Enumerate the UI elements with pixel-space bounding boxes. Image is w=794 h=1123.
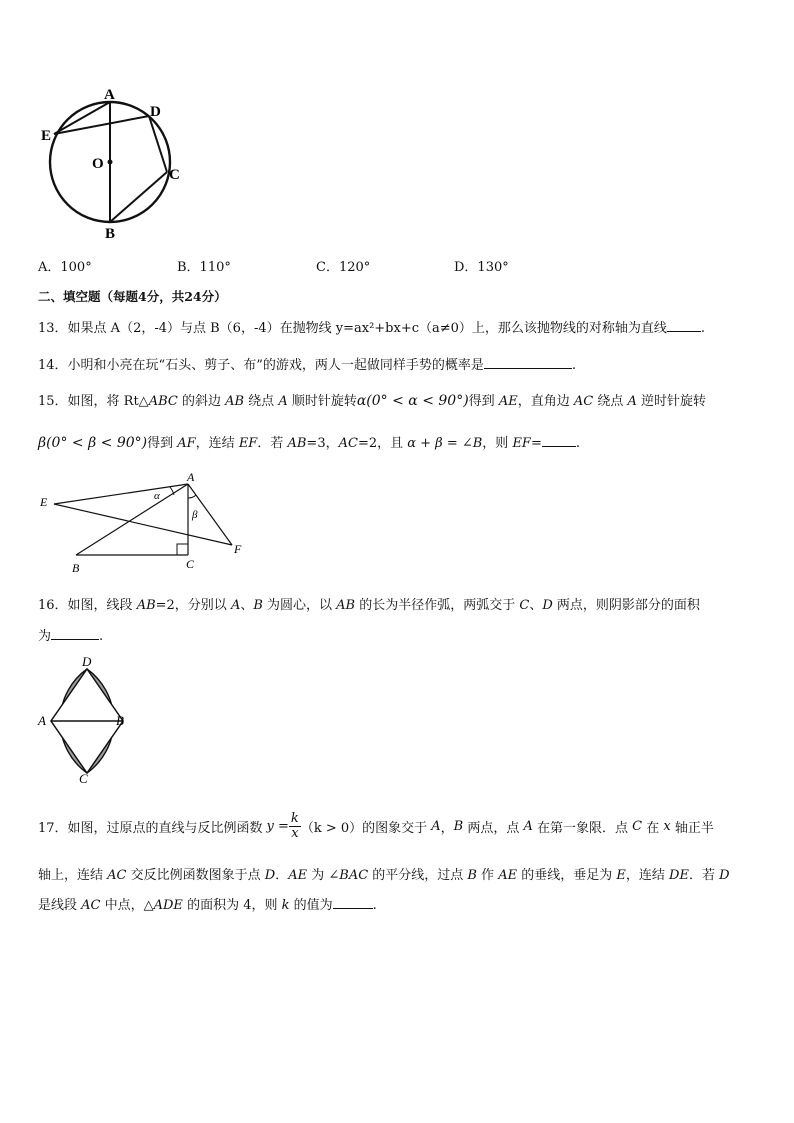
q15-t11: ．若 (257, 436, 288, 451)
question-13 (38, 317, 705, 336)
q17-a2: A (523, 819, 533, 834)
q17-ae: AE (288, 868, 308, 883)
q17-t14: 的垂线，垂足为 (517, 868, 617, 883)
q15-ac: AC (573, 394, 594, 409)
q16-ab2: AB (336, 598, 356, 613)
q15-eq: = (530, 436, 542, 451)
figure-circle-q12 (40, 82, 200, 240)
label-a: A (38, 713, 46, 728)
q16-t7: 两点，则阴影部分的面积 (552, 598, 700, 613)
option-a: A．100° (38, 260, 92, 275)
q17-t4: 两点，点 (463, 821, 524, 836)
q17-a: A (431, 819, 441, 834)
option-d: D．130° (454, 260, 509, 275)
q15-t1: 15．如图，将 Rt△ (38, 394, 149, 409)
q16-t3: 、 (240, 598, 254, 613)
q16-a: A (230, 598, 241, 613)
q15-ef: EF (238, 436, 258, 451)
q15-abc: ABC (148, 394, 178, 409)
figure-arcs-q16 (36, 652, 136, 784)
q17-frac-num: k (290, 811, 299, 826)
q15-a: A (278, 394, 288, 409)
q16-end: . (99, 629, 104, 644)
q15-t2: 的斜边 (177, 394, 226, 409)
q15-t12: =3， (306, 436, 339, 451)
q17-k: k (281, 898, 290, 913)
q15-t13: =2，且 (357, 436, 408, 451)
q17-answer-blank[interactable] (333, 896, 373, 909)
q17-de: DE (669, 868, 689, 883)
q17-t3: ， (440, 821, 454, 836)
q17-ade: ADE (153, 898, 183, 913)
q16-t2: =2，分别以 (155, 598, 231, 613)
option-c: C．120° (316, 260, 371, 275)
label-e: E (41, 128, 52, 144)
q15-ab2: AB (287, 436, 307, 451)
label-c: C (79, 771, 88, 784)
q17-fraction (289, 812, 301, 841)
q17-frac-den: x (291, 826, 299, 841)
label-e: E (40, 495, 48, 509)
q17-t19: 的面积为 4，则 (182, 898, 282, 913)
question-15-line-2 (38, 432, 580, 451)
q15-ef2: EF (512, 436, 531, 451)
q14-end: . (571, 358, 576, 373)
q13-end: . (700, 321, 706, 336)
q17-t20: 的值为 (289, 898, 333, 913)
q14-answer-blank[interactable] (484, 356, 572, 369)
q17-ae2: AE (498, 868, 518, 883)
section-title: 二、填空题（每题4分，共24分） (38, 289, 227, 304)
q15-t3: 绕点 (244, 394, 279, 409)
q17-t12: 的平分线，过点 (368, 868, 468, 883)
question-17-line-3 (38, 894, 377, 913)
label-d: D (150, 104, 161, 120)
q15-af: AF (177, 436, 196, 451)
q15-ae: AE (498, 394, 518, 409)
q16-c: C (519, 598, 530, 613)
q17-y-eq: y = (266, 819, 289, 834)
q17-ac: AC (107, 868, 127, 883)
q17-b: B (453, 819, 464, 834)
label-b: B (72, 561, 80, 575)
q15-end: . (575, 436, 580, 451)
q15-t14: ，则 (482, 436, 513, 451)
q15-a2: A (627, 394, 637, 409)
label-c: C (169, 167, 180, 183)
q15-beta-range: β(0° < β < 90°) (38, 435, 148, 451)
q17-t2: 的图象交于 (362, 821, 432, 836)
q17-d2: D (719, 868, 730, 883)
q17-t13: 作 (476, 868, 499, 883)
segment-ea (54, 484, 188, 504)
q17-end: . (372, 898, 377, 913)
q15-ab: AB (225, 394, 245, 409)
q17-t9: 交反比例函数图象于点 (126, 868, 265, 883)
q17-t17: 是线段 (38, 898, 82, 913)
q17-t6: 在 (642, 821, 664, 836)
label-a: A (187, 470, 195, 484)
q16-t6: 、 (529, 598, 543, 613)
question-16-line-1 (38, 594, 700, 613)
right-angle-mark (177, 544, 188, 555)
q16-answer-blank[interactable] (51, 627, 99, 640)
q16-ab: AB (136, 598, 156, 613)
q15-ac2: AC (338, 436, 358, 451)
q16-t1: 16．如图，线段 (38, 598, 137, 613)
label-b: B (105, 226, 116, 240)
q17-t16: ．若 (688, 868, 720, 883)
question-17-line-2 (38, 864, 730, 883)
q17-condition: （k > 0） (300, 821, 363, 836)
q15-answer-blank[interactable] (542, 434, 576, 447)
label-d: D (82, 654, 92, 669)
q15-t8: 逆时针旋转 (636, 394, 706, 409)
q17-t7: 轴正半 (670, 821, 714, 836)
q15-t10: ，连结 (195, 436, 239, 451)
label-c: C (186, 557, 195, 571)
q17-t10: ． (275, 868, 289, 883)
label-a: A (104, 87, 115, 103)
label-alpha: α (154, 490, 160, 502)
q13-text: 13．如果点 A（2，-4）与点 B（6，-4）在抛物线 y=ax²+bx+c（a≠0）上，那么该抛物线的对称轴为直线 (38, 321, 667, 336)
q15-condition: α + β = ∠B (407, 436, 483, 451)
q17-t8: 轴上，连结 (38, 868, 108, 883)
q17-e: E (616, 868, 626, 883)
q17-ac2: AC (81, 898, 101, 913)
center-point-o (108, 160, 113, 165)
q15-t7: 绕点 (593, 394, 628, 409)
label-b: B (116, 713, 124, 728)
question-15-line-1 (38, 390, 706, 409)
q17-c: C (632, 819, 643, 834)
q16-t4: 为圆心，以 (262, 598, 337, 613)
label-f: F (234, 542, 242, 556)
segment-ef (54, 504, 232, 545)
q15-t5: 得到 (468, 394, 499, 409)
q14-text: 14．小明和小亮在玩“石头、剪子、布”的游戏，两人一起做同样手势的概率是 (38, 358, 484, 373)
label-beta: β (192, 509, 198, 521)
question-17-line-1 (38, 812, 714, 841)
q17-t15: ，连结 (625, 868, 670, 883)
q17-t18: 中点，△ (100, 898, 154, 913)
q16-d: D (542, 598, 553, 613)
q17-b2: B (467, 868, 477, 883)
q17-t5: 在第一象限．点 (532, 821, 633, 836)
angle-arc-beta (188, 495, 196, 498)
q15-t4: 顺时针旋转 (287, 394, 357, 409)
q15-t6: ，直角边 (517, 394, 574, 409)
option-b: B．110° (177, 260, 231, 275)
q17-bac: BAC (339, 868, 369, 883)
q17-d: D (264, 868, 276, 883)
q17-t11: 为 ∠ (307, 868, 340, 883)
q13-answer-blank[interactable] (667, 319, 701, 332)
q15-t9: 得到 (147, 436, 178, 451)
q15-alpha-range: α(0° < α < 90°) (356, 393, 469, 409)
q17-t1: 17．如图，过原点的直线与反比例函数 (38, 821, 263, 836)
q16-b: B (253, 598, 263, 613)
q17-x: x (663, 819, 671, 834)
question-16-line-2 (38, 625, 103, 644)
q16-t5: 的长为半径作弧，两弧交于 (355, 598, 520, 613)
question-14 (38, 354, 576, 373)
label-o: O (92, 156, 104, 172)
q16-t8: 为 (38, 629, 52, 644)
segment-ab (76, 484, 188, 555)
figure-triangle-q15 (36, 468, 256, 576)
